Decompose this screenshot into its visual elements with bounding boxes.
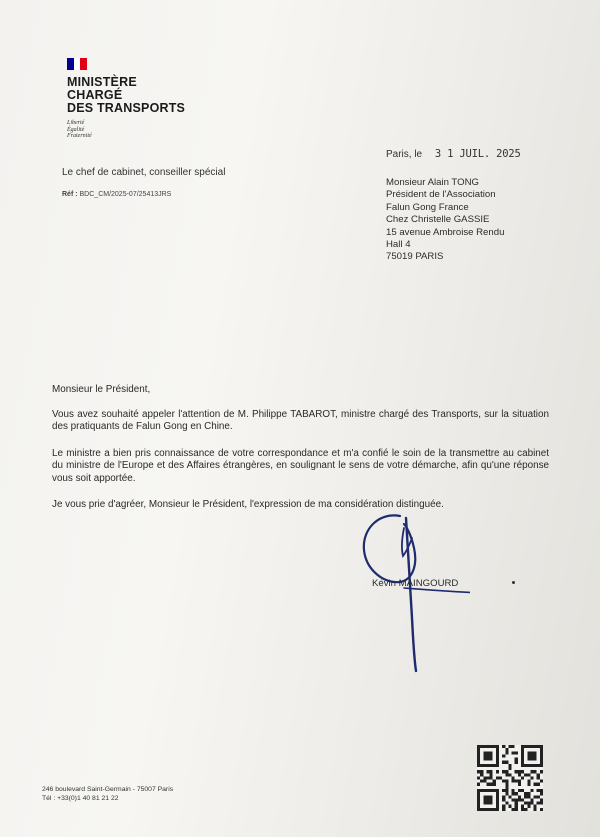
address-line: 75019 PARIS xyxy=(386,251,444,263)
footer-address: 246 boulevard Saint-Germain - 75007 Paris xyxy=(42,786,174,793)
motto-line: Liberté xyxy=(67,120,85,126)
address-line: Monsieur Alain TONG xyxy=(386,177,479,188)
motto-line: Égalité xyxy=(67,126,85,133)
flag-white xyxy=(74,58,81,70)
body-paragraph: Le ministre a bien pris connaissance de votre correspondance et m'a confié le soin de la transmettre au cabinet du ministre de l'Europe et des Affaires étrangères, en soulignant le sens de votre démarche, afin qu'une réponse vous soit apportée. xyxy=(52,447,549,484)
footer xyxy=(42,785,173,803)
motto-line: Fraternité xyxy=(67,133,92,139)
address-line: Président de l'Association xyxy=(386,189,496,201)
ministry-line: MINISTÈRE xyxy=(67,75,137,89)
ministry-line: DES TRANSPORTS xyxy=(67,101,186,115)
address-line: Falun Gong France xyxy=(386,201,469,213)
address-line: Hall 4 xyxy=(386,239,411,251)
closing-paragraph: Je vous prie d'agréer, Monsieur le Président, l'expression de ma considération distinguée. xyxy=(52,499,444,510)
qr-code-icon xyxy=(477,745,543,811)
reference-value: BDC_CM/2025-07/25413JRS xyxy=(79,191,172,198)
ministry-name xyxy=(67,76,185,115)
republic-motto xyxy=(67,120,185,140)
french-flag-icon xyxy=(67,58,87,70)
place-date xyxy=(386,148,521,160)
body-paragraph: Vous avez souhaité appeler l'attention de M. Philippe TABAROT, ministre chargé des Transports, sur la situation des pratiquants de Falun Gong en Chine. xyxy=(52,408,549,432)
place: Paris, le xyxy=(386,149,423,160)
handwritten-signature xyxy=(340,508,470,678)
sender-role: Le chef de cabinet, conseiller spécial xyxy=(62,167,226,178)
flag-blue xyxy=(67,58,74,70)
recipient-address xyxy=(386,177,504,264)
reference xyxy=(62,191,171,198)
signer-name: Kévin MAINGOURD xyxy=(372,578,459,589)
salutation: Monsieur le Président, xyxy=(52,384,151,395)
address-line: 15 avenue Ambroise Rendu xyxy=(386,226,505,238)
letter-body xyxy=(52,384,549,526)
flag-red xyxy=(80,58,87,70)
date-stamp: 3 1 JUIL. 2025 xyxy=(434,148,521,160)
reference-label: Réf : xyxy=(62,191,78,198)
footer-phone: Tél : +33(0)1 40 81 21 22 xyxy=(42,795,119,802)
ministry-logo xyxy=(67,58,185,140)
address-line: Chez Christelle GASSIE xyxy=(386,214,490,226)
ministry-line: CHARGÉ xyxy=(67,88,123,102)
ink-dot xyxy=(512,581,515,584)
